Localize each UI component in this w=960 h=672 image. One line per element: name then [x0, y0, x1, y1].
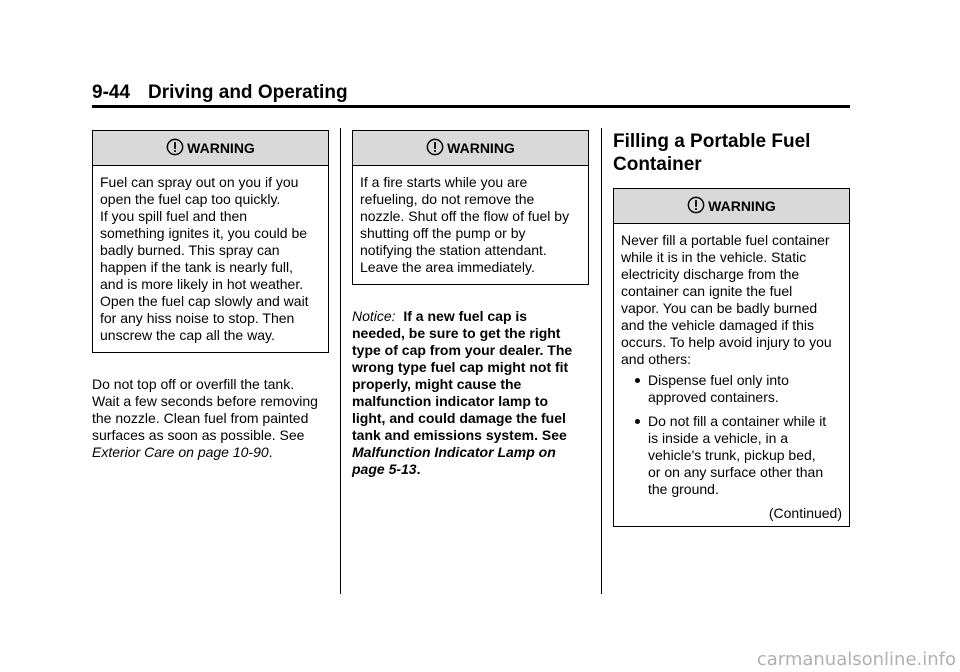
page-number: 9-44	[92, 82, 131, 103]
notice-label: Notice:	[352, 308, 396, 324]
text-line: light, and could damage the fuel	[352, 410, 566, 426]
text-line: happen if the tank is nearly full,	[100, 259, 294, 275]
page-header	[92, 82, 850, 104]
cross-reference-link[interactable]: Malfunction Indicator Lamp on	[352, 444, 556, 460]
section-heading	[613, 130, 850, 176]
text-line: refueling, do not remove the	[360, 191, 535, 207]
text-line: electricity discharge from the	[621, 266, 800, 282]
text-line: type of cap from your dealer. The	[352, 342, 573, 358]
text-end: .	[268, 444, 273, 460]
text-line: open the fuel cap too quickly.	[100, 191, 281, 207]
text-end: .	[416, 461, 421, 477]
warning-icon	[426, 138, 444, 156]
overfill-paragraph	[92, 376, 329, 461]
warning-title: WARNING	[447, 139, 515, 156]
text-line: surfaces as soon as possible. See	[92, 427, 305, 443]
text-line: needed, be sure to get the right	[352, 325, 561, 341]
notice-text: If a new fuel cap is	[403, 308, 528, 324]
text-line: tank and emissions system. See	[352, 427, 567, 443]
text-line: and is more likely in hot weather.	[100, 276, 304, 292]
heading-line: Container	[613, 154, 702, 175]
warning-icon	[687, 196, 705, 214]
text-line	[352, 308, 589, 325]
column-3	[613, 130, 850, 527]
text-line	[92, 444, 329, 461]
text-line: and others:	[621, 351, 692, 367]
text-line: is inside a vehicle, in a	[648, 430, 789, 446]
warning-box-portable-container	[613, 188, 850, 527]
column-divider-2	[601, 128, 602, 594]
watermark: carmanualsonline.info	[756, 649, 956, 670]
text-line: Fuel can spray out on you if you	[100, 174, 299, 190]
column-1	[92, 130, 329, 461]
text-line: the nozzle. Clean fuel from painted	[92, 410, 309, 426]
warning-box-fire	[352, 130, 589, 285]
text-line: vehicle's trunk, pickup bed,	[648, 447, 816, 463]
text-line: Leave the area immediately.	[360, 259, 535, 275]
text-line: something ignites it, you could be	[100, 225, 308, 241]
bullet-list	[621, 372, 842, 498]
list-item	[635, 413, 842, 498]
text-line: If a fire starts while you are	[360, 174, 528, 190]
text-line: container can ignite the fuel	[621, 283, 793, 299]
text-line: Never fill a portable fuel container	[621, 232, 830, 248]
text-line: and the vehicle damaged if this	[621, 317, 815, 333]
header-rule	[92, 105, 850, 108]
text-line: Wait a few seconds before removing	[92, 393, 318, 409]
notice-paragraph	[352, 308, 589, 478]
warning-icon	[166, 138, 184, 156]
text-line: occurs. To help avoid injury to you	[621, 334, 832, 350]
text-line: unscrew the cap all the way.	[100, 327, 275, 343]
text-line: notifying the station attendant.	[360, 242, 547, 258]
warning-text	[614, 224, 849, 526]
warning-text	[353, 166, 588, 284]
warning-title: WARNING	[708, 197, 776, 214]
text-line: nozzle. Shut off the flow of fuel by	[360, 208, 570, 224]
text-line: or on any surface other than	[648, 464, 824, 480]
text-line: properly, might cause the	[352, 376, 522, 392]
list-item	[635, 372, 842, 406]
cross-reference-link[interactable]: Exterior Care on page 10-90	[92, 444, 269, 460]
column-2	[352, 130, 589, 478]
column-divider-1	[340, 128, 341, 594]
text-line: If you spill fuel and then	[100, 208, 248, 224]
warning-title: WARNING	[187, 139, 255, 156]
text-line: while it is in the vehicle. Static	[621, 249, 807, 265]
text-line: Dispense fuel only into	[648, 372, 789, 388]
section-title: Driving and Operating	[148, 82, 348, 103]
text-line: Do not top off or overfill the tank.	[92, 376, 295, 392]
warning-text	[93, 166, 328, 352]
heading-line: Filling a Portable Fuel	[613, 131, 811, 152]
text-line: shutting off the pump or by	[360, 225, 526, 241]
warning-header	[614, 189, 849, 224]
text-line: Do not fill a container while it	[648, 413, 827, 429]
text-line: badly burned. This spray can	[100, 242, 280, 258]
continued-label: (Continued)	[768, 505, 842, 521]
warning-header	[353, 131, 588, 166]
warning-header	[93, 131, 328, 166]
text-line: the ground.	[648, 481, 719, 497]
text-line: for any hiss noise to stop. Then	[100, 310, 295, 326]
text-line: vapor. You can be badly burned	[621, 300, 818, 316]
text-line: Open the fuel cap slowly and wait	[100, 293, 309, 309]
warning-box-fuel-spray	[92, 130, 329, 353]
text-line: wrong type fuel cap might not fit	[352, 359, 569, 375]
text-line: approved containers.	[648, 389, 779, 405]
text-line: malfunction indicator lamp to	[352, 393, 549, 409]
cross-reference-link[interactable]: page 5-13	[352, 461, 417, 477]
text-line	[352, 461, 589, 478]
